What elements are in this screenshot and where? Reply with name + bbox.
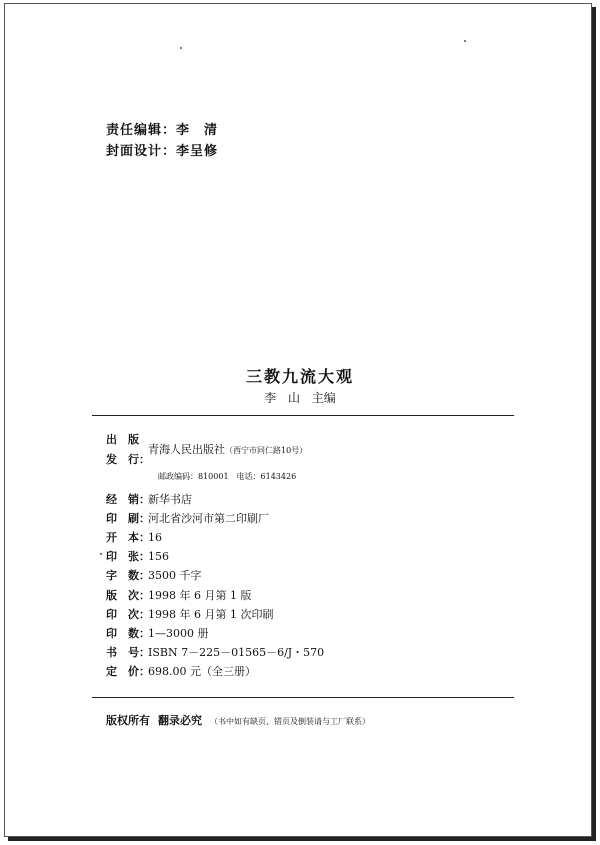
detail-value: 1998 年 6 月第 1 版 [148, 588, 252, 602]
detail-row [106, 529, 162, 545]
detail-row [106, 510, 269, 526]
cover-name: 李呈修 [176, 144, 219, 159]
editor-name: 李 清 [176, 123, 219, 138]
detail-row [106, 625, 209, 641]
detail-value: ISBN 7－225－01565－6/J・570 [148, 645, 325, 659]
detail-value: 698.00 元（全三册） [148, 664, 256, 678]
detail-label: 开 本： [106, 531, 150, 545]
detail-row [106, 644, 324, 660]
label-faxing: 发 行： [106, 453, 150, 466]
detail-row [106, 663, 256, 679]
detail-label: 经 销： [106, 493, 150, 506]
footer-note: （书中如有缺页、错页及倒装请与工厂联系） [210, 717, 370, 726]
detail-value: 河北省沙河市第二印刷厂 [148, 512, 269, 526]
detail-row [106, 587, 251, 603]
editor-label: 责任编辑： [106, 123, 177, 138]
detail-label: 印 次： [106, 607, 150, 621]
detail-value: 1998 年 6 月第 1 次印刷 [148, 607, 274, 621]
publisher-postal: 邮政编码：810001 电话：6143426 [158, 472, 297, 481]
top-rule [92, 415, 514, 416]
piracy-text: 翻录必究 [158, 714, 202, 727]
detail-value: 16 [148, 531, 162, 545]
scan-speck [180, 47, 182, 49]
detail-label: 版 次： [106, 588, 150, 602]
book-title: 三教九流大观 [245, 367, 354, 386]
publisher-name: 青海人民出版社 [148, 443, 225, 456]
cover-credit [106, 140, 218, 159]
rights-text: 版权所有 [106, 714, 150, 727]
book-author: 李 山 主编 [264, 391, 336, 405]
detail-value: 156 [148, 550, 169, 564]
detail-row [106, 567, 202, 583]
detail-row [106, 491, 192, 507]
publisher-address: （西宁市同仁路10号） [225, 446, 308, 455]
detail-value: 3500 千字 [148, 569, 202, 583]
detail-label: 书 号： [106, 645, 150, 659]
editor-credit [106, 119, 218, 138]
detail-label: 印 张： [106, 550, 150, 564]
scan-speck [100, 553, 102, 555]
detail-value: 新华书店 [148, 493, 192, 506]
footer-notice [106, 712, 370, 728]
detail-value: 1—3000 册 [148, 626, 209, 640]
detail-row [106, 548, 169, 564]
detail-label: 字 数： [106, 569, 150, 583]
label-chuban: 出 版 [106, 433, 139, 446]
detail-label: 印 刷： [106, 512, 150, 526]
publisher-label-bottom [106, 451, 148, 467]
detail-row [106, 606, 273, 622]
scan-speck [464, 40, 466, 42]
cover-label: 封面设计： [106, 144, 177, 159]
detail-label: 定 价： [106, 664, 150, 678]
detail-label: 印 数： [106, 626, 150, 640]
bottom-rule [92, 697, 514, 698]
